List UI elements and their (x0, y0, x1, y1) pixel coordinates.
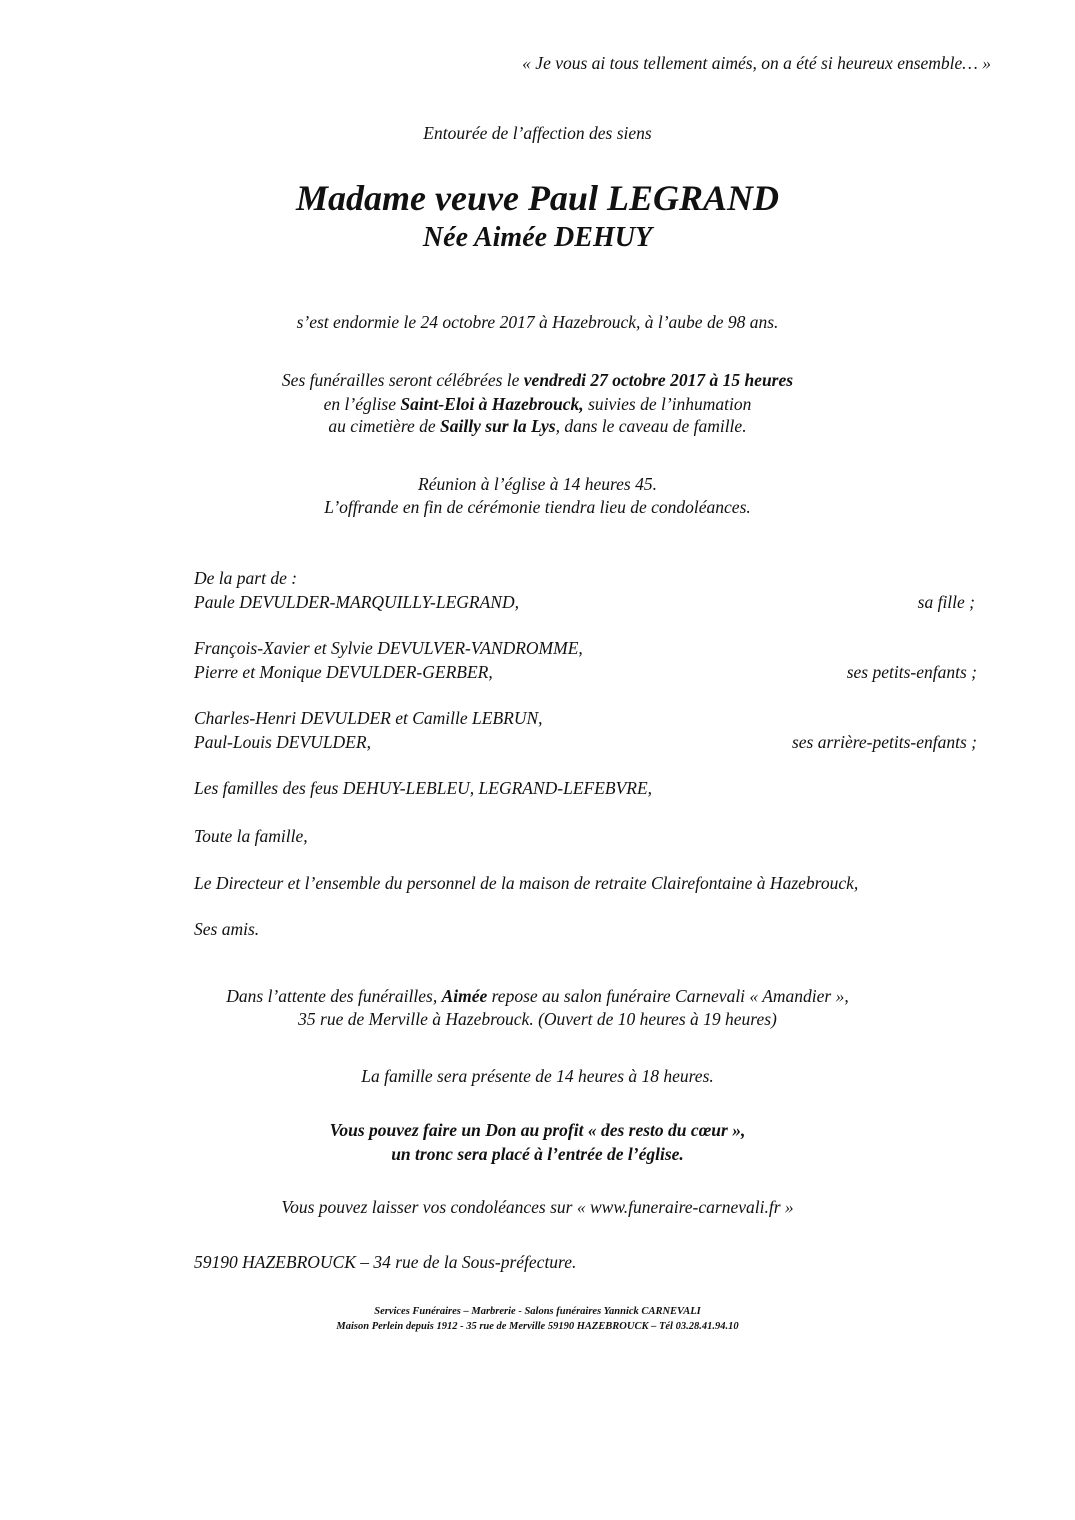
meeting-line-1: Réunion à l’église à 14 heures 45. (418, 474, 657, 494)
donation-line-1: Vous pouvez faire un Don au profit « des resto du cœur », (329, 1120, 746, 1140)
funeral-line-1: Ses funérailles seront célébrées le vendredi 27 octobre 2017 à 15 heures (281, 370, 794, 390)
family-daughter-relation: sa fille ; (917, 592, 975, 612)
donation-line-2: un tronc sera placé à l’entrée de l’église. (391, 1144, 684, 1164)
deceased-name: Madame veuve Paul LEGRAND (296, 178, 779, 218)
repose-line-1: Dans l’attente des funérailles, Aimée repose au salon funéraire Carnevali « Amandier », (226, 986, 849, 1006)
birth-name: Née Aimée DEHUY (422, 222, 653, 253)
address-line: 59190 HAZEBROUCK – 34 rue de la Sous-préfecture. (194, 1252, 577, 1272)
family-daughter: Paule DEVULDER-MARQUILLY-LEGRAND, (194, 592, 519, 612)
family-families: Les familles des feus DEHUY-LEBLEU, LEGRAND-LEFEBVRE, (194, 778, 653, 798)
intro-line: Entourée de l’affection des siens (423, 123, 652, 143)
family-great-grandchildren-2: Paul-Louis DEVULDER, (194, 732, 371, 752)
family-grandchildren-relation: ses petits-enfants ; (846, 662, 977, 682)
funeral-line-2: en l’église Saint-Eloi à Hazebrouck, suivies de l’inhumation (323, 394, 752, 414)
meeting-line-2: L’offrande en fin de cérémonie tiendra lieu de condoléances. (324, 497, 751, 517)
footer-line-1: Services Funéraires – Marbrerie - Salons funéraires Yannick CARNEVALI (374, 1306, 701, 1317)
epigraph-quote: « Je vous ai tous tellement aimés, on a été si heureux ensemble… » (522, 53, 991, 73)
funeral-line-3: au cimetière de Sailly sur la Lys, dans le caveau de famille. (328, 416, 747, 436)
family-director: Le Directeur et l’ensemble du personnel de la maison de retraite Clairefontaine à Hazebrouck, (194, 873, 859, 893)
condolences-line: Vous pouvez laisser vos condoléances sur « www.funeraire-carnevali.fr » (281, 1197, 794, 1217)
footer-line-2: Maison Perlein depuis 1912 - 35 rue de Merville 59190 HAZEBROUCK – Tél 03.28.41.94.10 (336, 1321, 739, 1332)
family-grandchildren-1: François-Xavier et Sylvie DEVULVER-VANDROMME, (194, 638, 583, 658)
family-grandchildren-2: Pierre et Monique DEVULDER-GERBER, (194, 662, 493, 682)
family-header: De la part de : (194, 568, 298, 588)
family-friends: Ses amis. (194, 919, 260, 939)
presence-line: La famille sera présente de 14 heures à 18 heures. (361, 1066, 714, 1086)
family-great-grandchildren-1: Charles-Henri DEVULDER et Camille LEBRUN, (194, 708, 543, 728)
family-great-grandchildren-relation: ses arrière-petits-enfants ; (791, 732, 977, 752)
death-notice: s’est endormie le 24 octobre 2017 à Hazebrouck, à l’aube de 98 ans. (296, 312, 779, 332)
repose-line-2: 35 rue de Merville à Hazebrouck. (Ouvert de 10 heures à 19 heures) (298, 1009, 777, 1029)
family-all: Toute la famille, (194, 826, 308, 846)
